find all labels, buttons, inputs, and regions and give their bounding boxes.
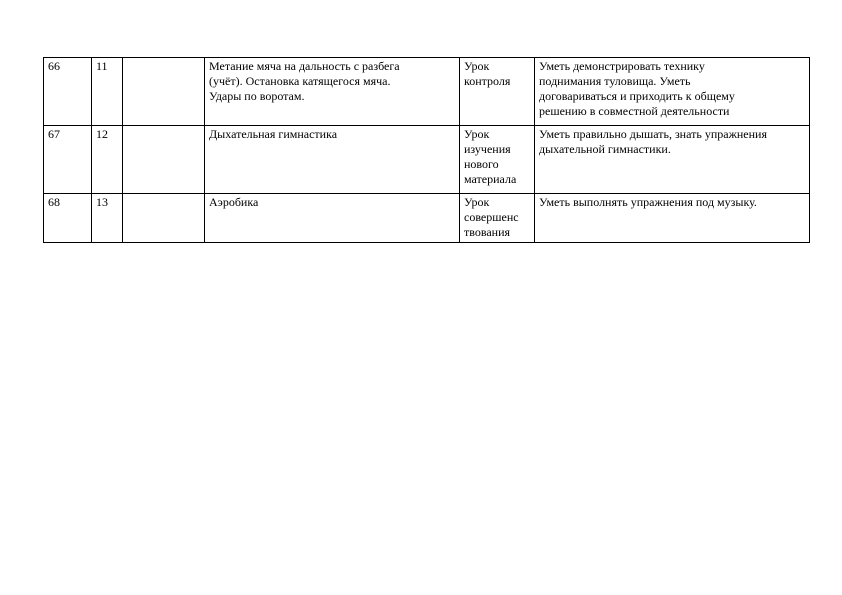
topic-cell <box>205 58 460 126</box>
date-cell <box>123 58 205 126</box>
lesson-number-cell: 67 <box>44 126 92 194</box>
topic-cell <box>205 194 460 243</box>
expected-result-cell <box>535 194 810 243</box>
topic-line: (учёт). Остановка катящегося мяча. <box>209 74 391 88</box>
lesson-type-cell <box>460 194 535 243</box>
topic-cell <box>205 126 460 194</box>
section-lesson-number-cell: 11 <box>92 58 123 126</box>
lesson-number-cell: 68 <box>44 194 92 243</box>
result-line: поднимания туловища. Уметь <box>539 74 691 88</box>
result-line: решению в совместной деятельности <box>539 104 730 118</box>
result-line: дыхательной гимнастики. <box>539 142 671 156</box>
topic-line: Метание мяча на дальность с разбега <box>209 59 400 73</box>
lesson-type-line: Урок <box>464 195 490 209</box>
lesson-type-cell <box>460 58 535 126</box>
lesson-type-line: твования <box>464 225 511 239</box>
expected-result-cell <box>535 58 810 126</box>
lesson-type-line: нового <box>464 157 499 171</box>
lesson-type-cell <box>460 126 535 194</box>
topic-line: Удары по воротам. <box>209 89 305 103</box>
table-row <box>44 126 810 194</box>
section-lesson-number-cell: 12 <box>92 126 123 194</box>
lesson-type-line: Урок <box>464 59 490 73</box>
result-line: Уметь выполнять упражнения под музыку. <box>539 195 757 209</box>
expected-result-cell <box>535 126 810 194</box>
section-lesson-number-cell: 13 <box>92 194 123 243</box>
lesson-type-line: материала <box>464 172 517 186</box>
lesson-type-line: контроля <box>464 74 511 88</box>
lesson-plan-table <box>43 57 810 243</box>
date-cell <box>123 126 205 194</box>
lesson-number-cell: 66 <box>44 58 92 126</box>
result-line: договариваться и приходить к общему <box>539 89 735 103</box>
lesson-type-line: изучения <box>464 142 511 156</box>
lesson-type-line: Урок <box>464 127 490 141</box>
table-row <box>44 194 810 243</box>
result-line: Уметь демонстрировать технику <box>539 59 705 73</box>
topic-line: Дыхательная гимнастика <box>209 127 338 141</box>
date-cell <box>123 194 205 243</box>
lesson-type-line: совершенс <box>464 210 519 224</box>
table-row <box>44 58 810 126</box>
topic-line: Аэробика <box>209 195 259 209</box>
result-line: Уметь правильно дышать, знать упражнения <box>539 127 767 141</box>
